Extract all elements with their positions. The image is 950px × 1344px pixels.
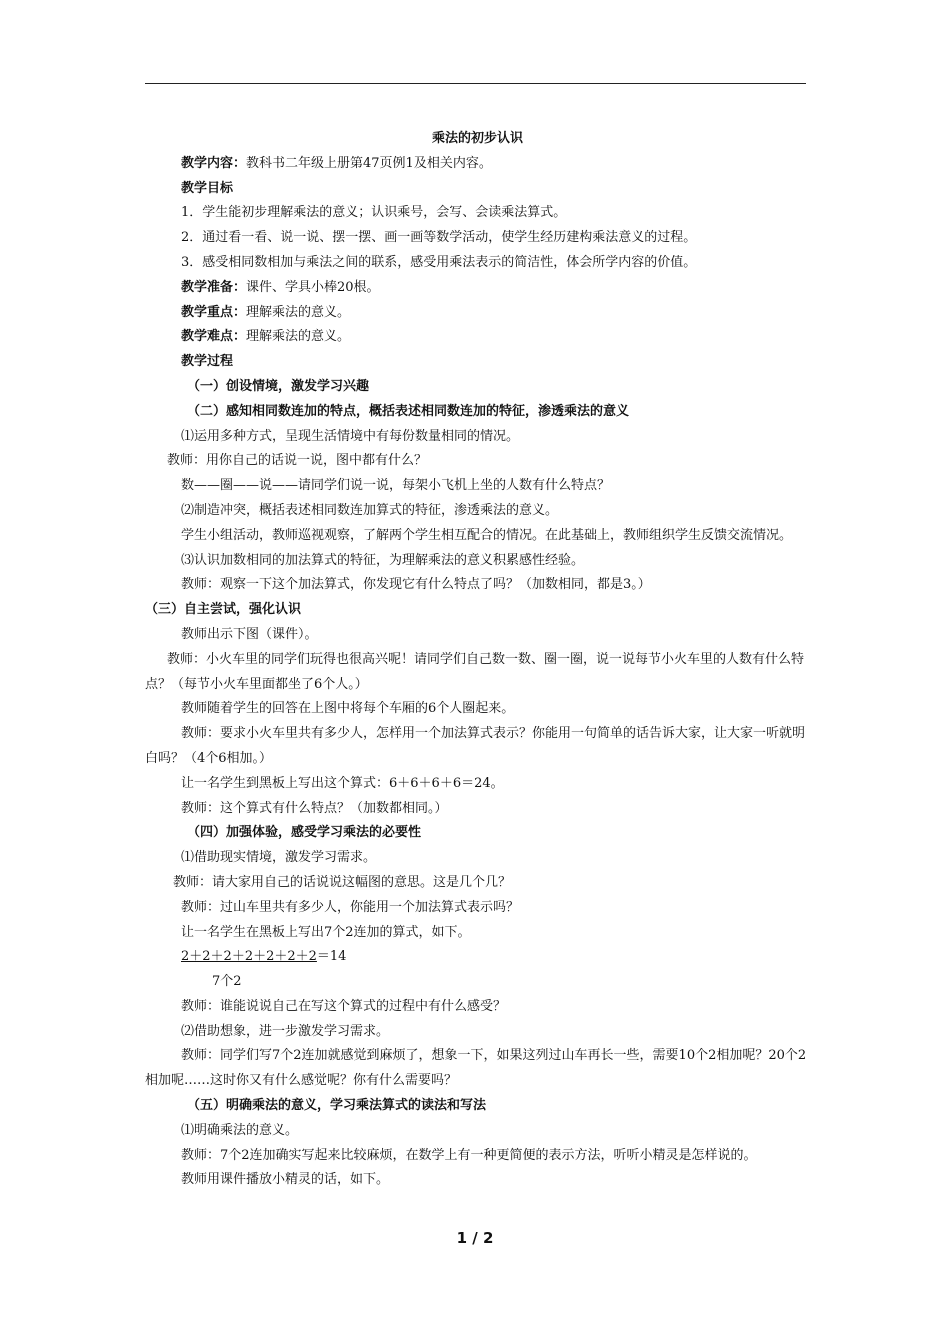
section-3-heading: （三）自主尝试，强化认识 [145,602,302,618]
paragraph: 教师：请大家用自己的话说说这幅图的意思。这是几个几？ [173,874,512,890]
content-line [145,152,810,177]
paragraph: 让一名学生到黑板上写出这个算式：6＋6＋6＋6＝24。 [181,775,504,791]
paragraph: ⑵借助想象，进一步激发学习需求。 [181,1023,390,1039]
prep-label: 教学准备： [181,279,247,295]
content-text: 教科书二年级上册第47页例1及相关内容。 [246,155,492,171]
paragraph: 教师：过山车里共有多少人，你能用一个加法算式表示吗？ [181,899,520,915]
paragraph: ⑴明确乘法的意义。 [181,1122,299,1138]
content-label: 教学内容： [181,155,247,171]
prep-line [145,276,810,301]
focus-label: 教学重点： [181,304,247,320]
paragraph: 教师用课件播放小精灵的话，如下。 [181,1172,390,1188]
goal-item: 3．感受相同数相加与乘法之间的联系，感受用乘法表示的简洁性，体会所学内容的价值。 [181,254,697,270]
difficulty-line [145,325,810,350]
paragraph: 教师：观察一下这个加法算式，你发现它有什么特点了吗？（加数相同，都是3。） [181,577,651,593]
header-rule [145,83,806,84]
goals-heading: 教学目标 [181,180,234,196]
document-body [145,127,810,1193]
paragraph: 数——圈——说——请同学们说一说，每架小飞机上坐的人数有什么特点？ [181,478,611,494]
paragraph: 教师随着学生的回答在上图中将每个车厢的6个人圈起来。 [181,701,515,717]
paragraph: ⑵制造冲突，概括表述相同数连加算式的特征，渗透乘法的意义。 [181,502,559,518]
paragraph: 教师：要求小火车里共有多少人，怎样用一个加法算式表示？你能用一句简单的话告诉大家，让大家一听就明白吗？（4个6相加。） [145,726,806,766]
paragraph: ⑴运用多种方式，呈现生活情境中有每份数量相同的情况。 [181,428,520,444]
paragraph: 教师：谁能说说自己在写这个算式的过程中有什么感受？ [181,998,507,1014]
paragraph: 教师：7个2连加确实写起来比较麻烦，在数学上有一种更简便的表示方法，听听小精灵是怎样说的。 [181,1147,757,1163]
difficulty-label: 教学难点： [181,329,247,345]
paragraph: ⑴借助现实情境，激发学习需求。 [181,850,377,866]
process-heading: 教学过程 [181,354,234,370]
document-title: 乘法的初步认识 [431,131,523,146]
goal-item: 2．通过看一看、说一说、摆一摆、画一画等数学活动，使学生经历建构乘法意义的过程。 [181,230,697,246]
section-2-heading: （二）感知相同数连加的特点，概括表述相同数连加的特征，渗透乘法的意义 [187,403,630,419]
paragraph: 让一名学生在黑板上写出7个2连加的算式，如下。 [181,924,471,940]
equation-addends: 2＋2＋2＋2＋2＋2＋2 [181,949,317,965]
equation-result: ＝14 [316,949,347,965]
equation-note: 7个2 [212,974,242,990]
difficulty-text: 理解乘法的意义。 [246,329,351,345]
section-4-heading: （四）加强体验，感受学习乘法的必要性 [187,825,422,841]
section-1-heading: （一）创设情境，激发学习兴趣 [187,378,370,394]
paragraph: 教师：这个算式有什么特点？（加数都相同。） [181,800,448,816]
paragraph: 教师出示下图（课件）。 [181,626,318,642]
paragraph: 教师：用你自己的话说一说，图中都有什么？ [167,453,428,469]
paragraph: 教师：小火车里的同学们玩得也很高兴呢！请同学们自己数一数、圈一圈，说一说每节小火车里的人数有什么特点？（每节小火车里面都坐了6个人。） [145,651,805,692]
page-number: 1 / 2 [456,1229,494,1247]
equation [145,945,810,970]
focus-line [145,301,810,326]
prep-text: 课件、学具小棒20根。 [246,279,380,295]
paragraph: 教师：同学们写7个2连加就感觉到麻烦了，想象一下，如果这列过山车再长一些，需要10个2相加呢？20个2相加呢……这时你又有什么感觉呢？你有什么需要吗？ [145,1048,807,1089]
section-5-heading: （五）明确乘法的意义，学习乘法算式的读法和写法 [187,1098,487,1114]
paragraph: ⑶认识加数相同的加法算式的特征，为理解乘法的意义积累感性经验。 [181,552,585,568]
focus-text: 理解乘法的意义。 [246,304,351,320]
goal-item: 1．学生能初步理解乘法的意义；认识乘号，会写、会读乘法算式。 [181,205,567,221]
paragraph: 学生小组活动，教师巡视观察，了解两个学生相互配合的情况。在此基础上，教师组织学生反馈交流情况。 [181,527,793,543]
